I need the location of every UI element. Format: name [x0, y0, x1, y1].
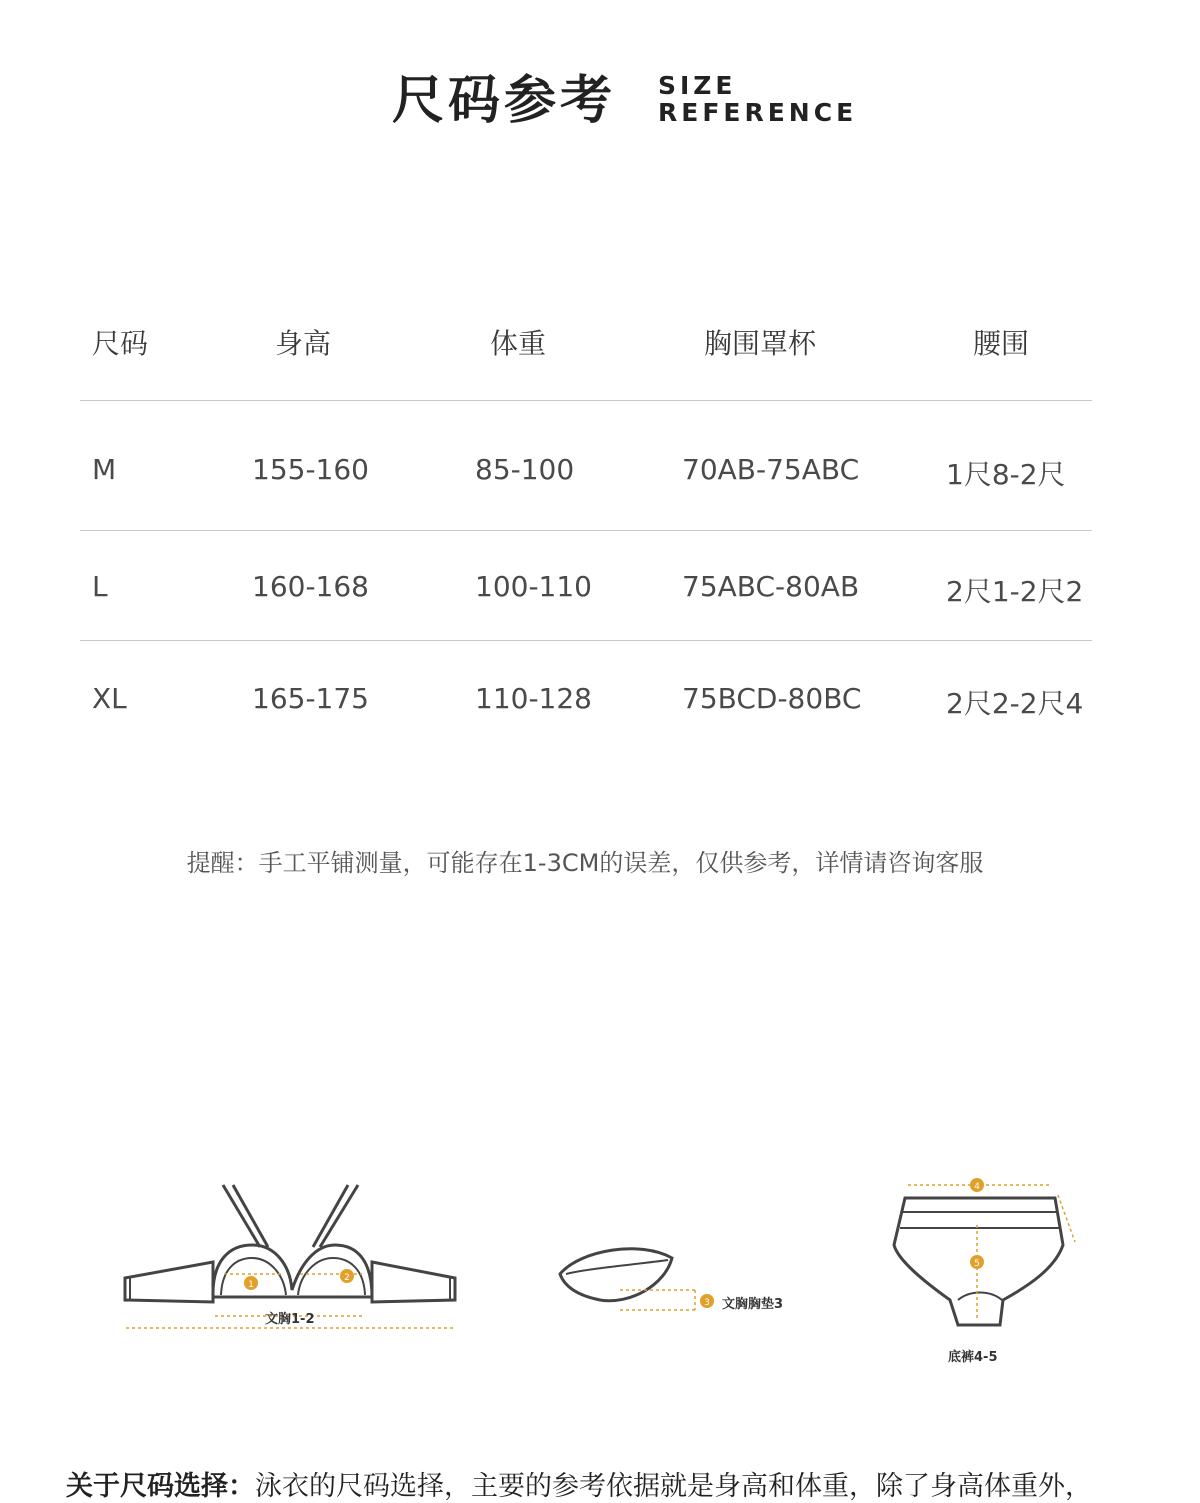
cell-bust-cup: 75BCD-80BC — [682, 682, 862, 715]
cell-weight: 100-110 — [475, 570, 592, 603]
size-selection-tip — [66, 1464, 1166, 1503]
brief-measure-lines — [908, 1185, 1075, 1320]
measurement-note: 提醒：手工平铺测量，可能存在1-3CM的误差，仅供参考，详情请咨询客服 — [186, 849, 984, 877]
illustration-graphics — [0, 1150, 1200, 1390]
size-table — [80, 300, 1092, 751]
page-header — [0, 66, 1200, 136]
header-bust-cup: 胸围罩杯 — [704, 327, 817, 360]
cell-size: L — [92, 570, 108, 603]
pad-label: 文胸胸垫3 — [722, 1297, 784, 1312]
title-en-line2: REFERENCE — [658, 98, 858, 127]
cell-bust-cup: 75ABC-80AB — [682, 570, 860, 603]
cell-height: 160-168 — [252, 570, 369, 603]
cell-size: M — [92, 453, 117, 486]
marker-2: 2 — [344, 1273, 350, 1283]
marker-1: 1 — [248, 1280, 254, 1290]
cell-bust-cup: 70AB-75ABC — [682, 453, 860, 486]
title-en-line1: SIZE — [658, 71, 737, 100]
tip-label: 关于尺码选择： — [66, 1471, 255, 1502]
header-height: 身高 — [275, 327, 332, 360]
brief-label: 底裤4-5 — [948, 1350, 998, 1365]
cell-waist: 2尺2-2尺4 — [946, 687, 1084, 720]
header-waist: 腰围 — [973, 327, 1030, 360]
cell-height: 165-175 — [252, 682, 369, 715]
table-row — [80, 401, 1092, 530]
bra-label: 文胸1-2 — [265, 1312, 315, 1327]
tip-text: 泳衣的尺码选择，主要的参考依据就是身高和体重，除了身高体重外， — [255, 1471, 1092, 1502]
bra-icon — [125, 1185, 455, 1302]
table-row — [80, 641, 1092, 751]
cell-size: XL — [92, 682, 127, 715]
cell-weight: 85-100 — [475, 453, 575, 486]
cell-height: 155-160 — [252, 453, 369, 486]
marker-3: 3 — [704, 1298, 710, 1308]
measurement-illustrations — [0, 1150, 1200, 1390]
cell-waist: 1尺8-2尺 — [946, 458, 1066, 491]
marker-5: 5 — [974, 1259, 980, 1269]
page-title-en — [658, 72, 857, 126]
cell-waist: 2尺1-2尺2 — [946, 575, 1084, 608]
table-header-row — [80, 300, 1092, 400]
header-weight: 体重 — [490, 327, 547, 360]
marker-4: 4 — [974, 1182, 980, 1192]
cell-weight: 110-128 — [475, 682, 592, 715]
header-size: 尺码 — [92, 327, 149, 360]
bra-pad-icon — [560, 1249, 672, 1301]
table-row — [80, 531, 1092, 640]
page-title: 尺码参考 — [392, 71, 617, 131]
pad-measure-lines — [620, 1290, 695, 1310]
